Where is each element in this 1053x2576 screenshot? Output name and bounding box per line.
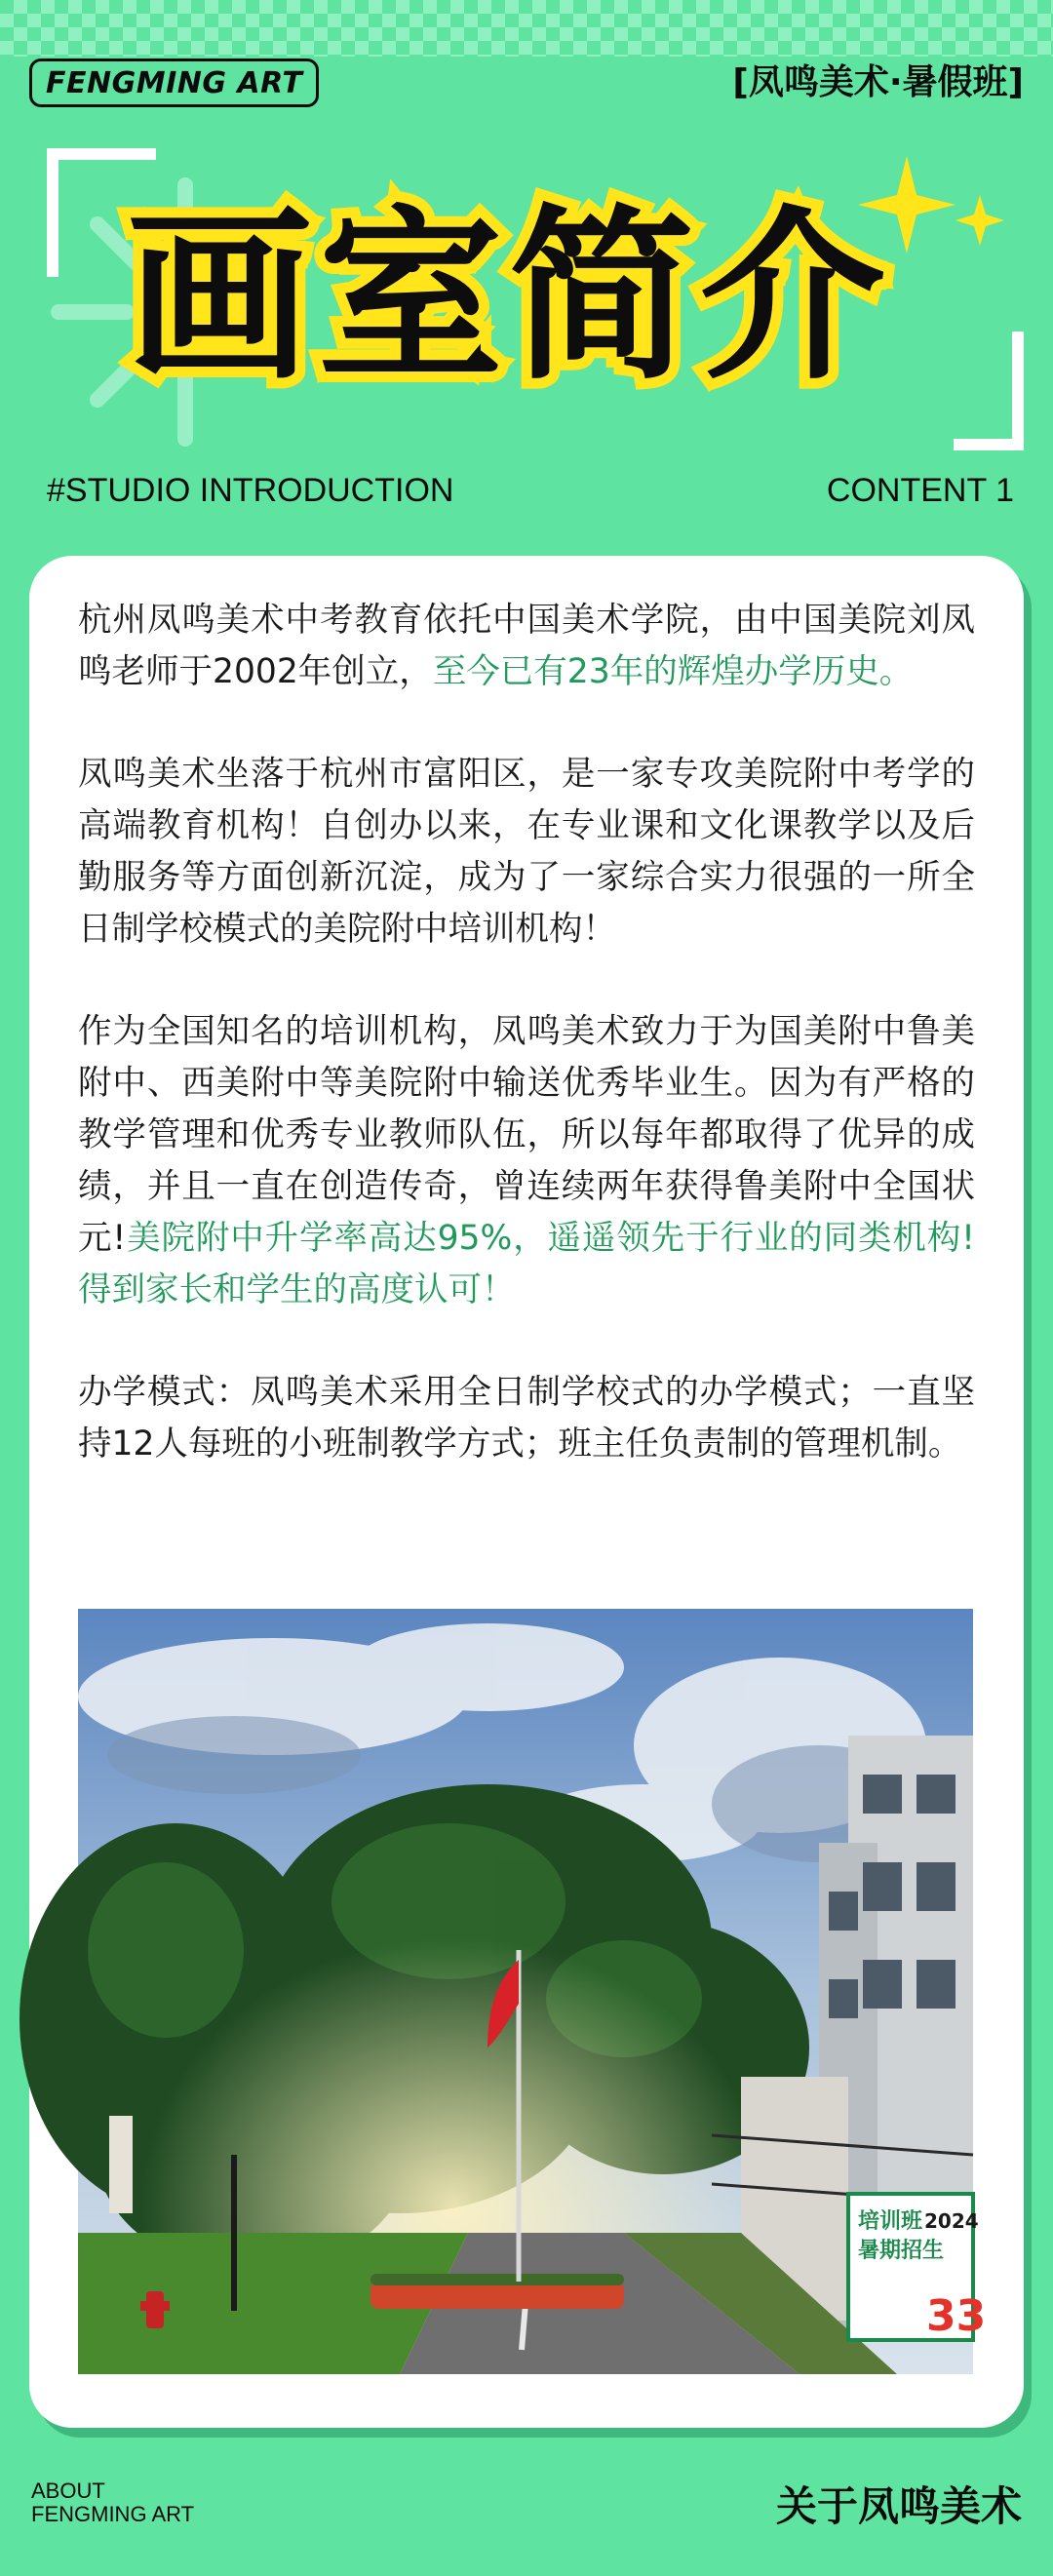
corner-bracket-bottom-right [954, 332, 1024, 450]
paragraph-mode: 办学模式：凤鸣美术采用全日制学校式的办学模式；一直坚持12人每班的小班制教学方式；班主任负责制的管理机制。 [78, 1373, 975, 1464]
class-tag: [凤鸣美术·暑假班] [732, 62, 1024, 102]
footer-about: ABOUT FENGMING ART [31, 2478, 195, 2526]
highlight-rate: 美院附中升学率高达95%，遥遥领先于行业的同类机构!得到家长和学生的高度认可！ [78, 1219, 975, 1309]
checker-banner [0, 0, 1053, 57]
banner-line-1: 培训班 [858, 2209, 923, 2234]
footer-title: 关于凤鸣美术 [775, 2482, 1022, 2530]
campus-photo-illustration [78, 1609, 987, 2374]
highlight-history: 至今已有23年的辉煌办学历史。 [432, 652, 914, 691]
intro-text [78, 595, 975, 1521]
paragraph-location: 凤鸣美术坐落于杭州市富阳区，是一家专攻美院附中考学的高端教育机构！自创办以来，在专业课和文化课教学以及后勤服务等方面创新沉淀，成为了一家综合实力很强的一所全日制学校模式的美院附中培训机构！ [78, 755, 975, 949]
paragraph-achievements: 作为全国知名的培训机构，凤鸣美术致力于为国美附中鲁美附中、西美附中等美院附中输送优秀毕业生。因为有严格的教学管理和优秀专业教师队伍，所以每年都取得了优异的成绩，并且一直在创造传奇，曾连续两年获得鲁美附中全国状元!美院附中升学率高达95%，遥遥领先于行业的同类机构!得到家长和学生的高度认可！ [78, 1012, 975, 1309]
page-title: 画室简介 [127, 189, 892, 405]
paragraph-history: 杭州凤鸣美术中考教育依托中国美术学院，由中国美院刘凤鸣老师于2002年创立，至今已有23年的辉煌办学历史。 [78, 601, 975, 691]
banner-number: 33 [926, 2291, 987, 2341]
section-subtitle: #STUDIO INTRODUCTION [47, 472, 454, 509]
intro-card [29, 556, 1024, 2428]
banner-year: 2024 [924, 2209, 979, 2233]
banner-line-2: 暑期招生 [858, 2239, 945, 2263]
content-index: CONTENT 1 [826, 472, 1014, 509]
brand-badge: FENGMING ART [29, 59, 319, 107]
campus-photo [78, 1609, 987, 2374]
